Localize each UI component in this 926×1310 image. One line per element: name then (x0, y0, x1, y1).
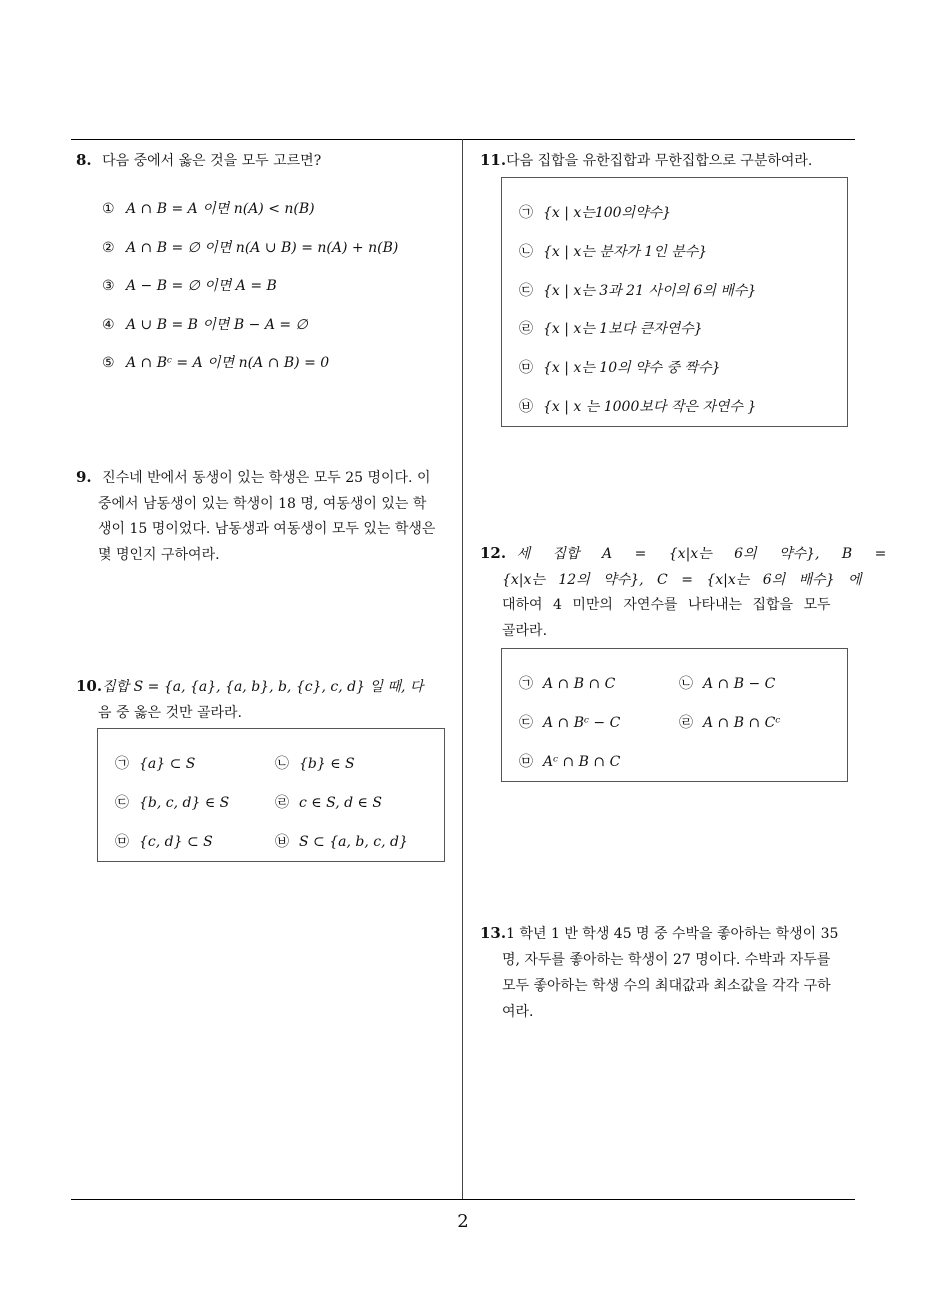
question-line-2: 명, 자두를 좋아하는 학생이 27 명이다. 수박과 자두를 (502, 952, 831, 968)
q10-choice-box (97, 728, 445, 862)
question-text: 다음 집합을 유한집합과 무한집합으로 구분하여라. (506, 153, 813, 169)
question-line-3: 생이 15 명이었다. 남동생과 여동생이 모두 있는 학생은 (98, 521, 436, 537)
choice-f[interactable]: ㉥ S ⊂ {a, b, c, d} (275, 834, 408, 850)
question-line-1: 집합 S = {a, {a}, {a, b}, b, {c}, c, d} 일 때, 다 (102, 679, 424, 695)
question-line-4: 골라라. (502, 622, 548, 639)
option-3[interactable]: ③ A − B = ∅ 이면 A = B (102, 278, 277, 295)
q12-choice-box (501, 648, 848, 782)
question-line-2: {x|x는 12의 약수}, C = {x|x는 6의 배수} 에 (502, 571, 862, 588)
choice-a[interactable]: ㉠ {x | x는100의약수} (519, 205, 672, 221)
question-number: 13. (480, 924, 507, 942)
option-4[interactable]: ④ A ∪ B = B 이면 B − A = ∅ (102, 316, 308, 333)
choice-c[interactable]: ㉢ A ∩ Bᶜ − C (519, 715, 621, 731)
question-line-1: 1 학년 1 반 학생 45 명 중 수박을 좋아하는 학생이 35 (506, 926, 839, 942)
q11-choice-box (501, 177, 848, 427)
question-9 (76, 465, 456, 568)
column-divider (462, 139, 463, 1200)
choice-b[interactable]: ㉡ A ∩ B − C (679, 676, 776, 692)
choice-a[interactable]: ㉠ A ∩ B ∩ C (519, 676, 616, 692)
q8-options (102, 190, 398, 383)
question-line-4: 몇 명인지 구하여라. (98, 546, 220, 563)
question-13 (480, 920, 860, 1025)
choice-d[interactable]: ㉣ A ∩ B ∩ Cᶜ (679, 715, 781, 731)
choice-f[interactable]: ㉥ {x | x 는 1000보다 작은 자연수 } (519, 399, 757, 415)
question-text: 다음 중에서 옳은 것을 모두 고르면? (102, 153, 322, 169)
question-11 (480, 148, 812, 172)
question-number: 9. (76, 468, 92, 486)
top-rule (71, 139, 855, 140)
option-5[interactable]: ⑤ A ∩ Bᶜ = A 이면 n(A ∩ B) = 0 (102, 355, 330, 372)
choice-c[interactable]: ㉢ {b, c, d} ∈ S (115, 795, 230, 811)
question-number: 12. (480, 544, 507, 562)
question-line-1: 세 집합 A = {x|x는 6의 약수}, B = (516, 546, 887, 562)
question-line-4: 여라. (502, 1004, 534, 1020)
choice-d[interactable]: ㉣ c ∈ S, d ∈ S (275, 795, 382, 811)
question-line-3: 대하여 4 미만의 자연수를 나타내는 집합을 모두 (502, 597, 831, 613)
choice-e[interactable]: ㉤ Aᶜ ∩ B ∩ C (519, 754, 621, 770)
question-line-2: 음 중 옳은 것만 골라라. (98, 705, 242, 721)
choice-b[interactable]: ㉡ {x | x는 분자가 1인 분수} (519, 244, 708, 260)
choice-a[interactable]: ㉠ {a} ⊂ S (115, 756, 196, 772)
question-line-2: 중에서 남동생이 있는 학생이 18 명, 여동생이 있는 학 (98, 495, 427, 512)
page-number: 2 (457, 1211, 469, 1232)
option-1[interactable]: ① A ∩ B = A 이면 n(A) < n(B) (102, 201, 315, 218)
option-2[interactable]: ② A ∩ B = ∅ 이면 n(A ∪ B) = n(A) + n(B) (102, 239, 399, 256)
choice-e[interactable]: ㉤ {c, d} ⊂ S (115, 834, 213, 850)
choice-d[interactable]: ㉣ {x | x는 1보다 큰자연수} (519, 321, 703, 337)
bottom-rule (71, 1199, 855, 1200)
question-number: 8. (76, 151, 92, 169)
question-number: 10. (76, 677, 103, 695)
question-10 (76, 673, 456, 726)
question-line-3: 모두 좋아하는 학생 수의 최대값과 최소값을 각각 구하 (502, 978, 831, 994)
choice-c[interactable]: ㉢ {x | x는 3과 21 사이의 6의 배수} (519, 283, 757, 299)
choice-b[interactable]: ㉡ {b} ∈ S (275, 756, 355, 772)
question-line-1: 진수네 반에서 동생이 있는 학생은 모두 25 명이다. 이 (102, 470, 431, 486)
question-12 (480, 541, 887, 644)
question-number: 11. (480, 151, 507, 169)
choice-e[interactable]: ㉤ {x | x는 10의 약수 중 짝수} (519, 360, 721, 376)
question-8 (76, 148, 321, 172)
